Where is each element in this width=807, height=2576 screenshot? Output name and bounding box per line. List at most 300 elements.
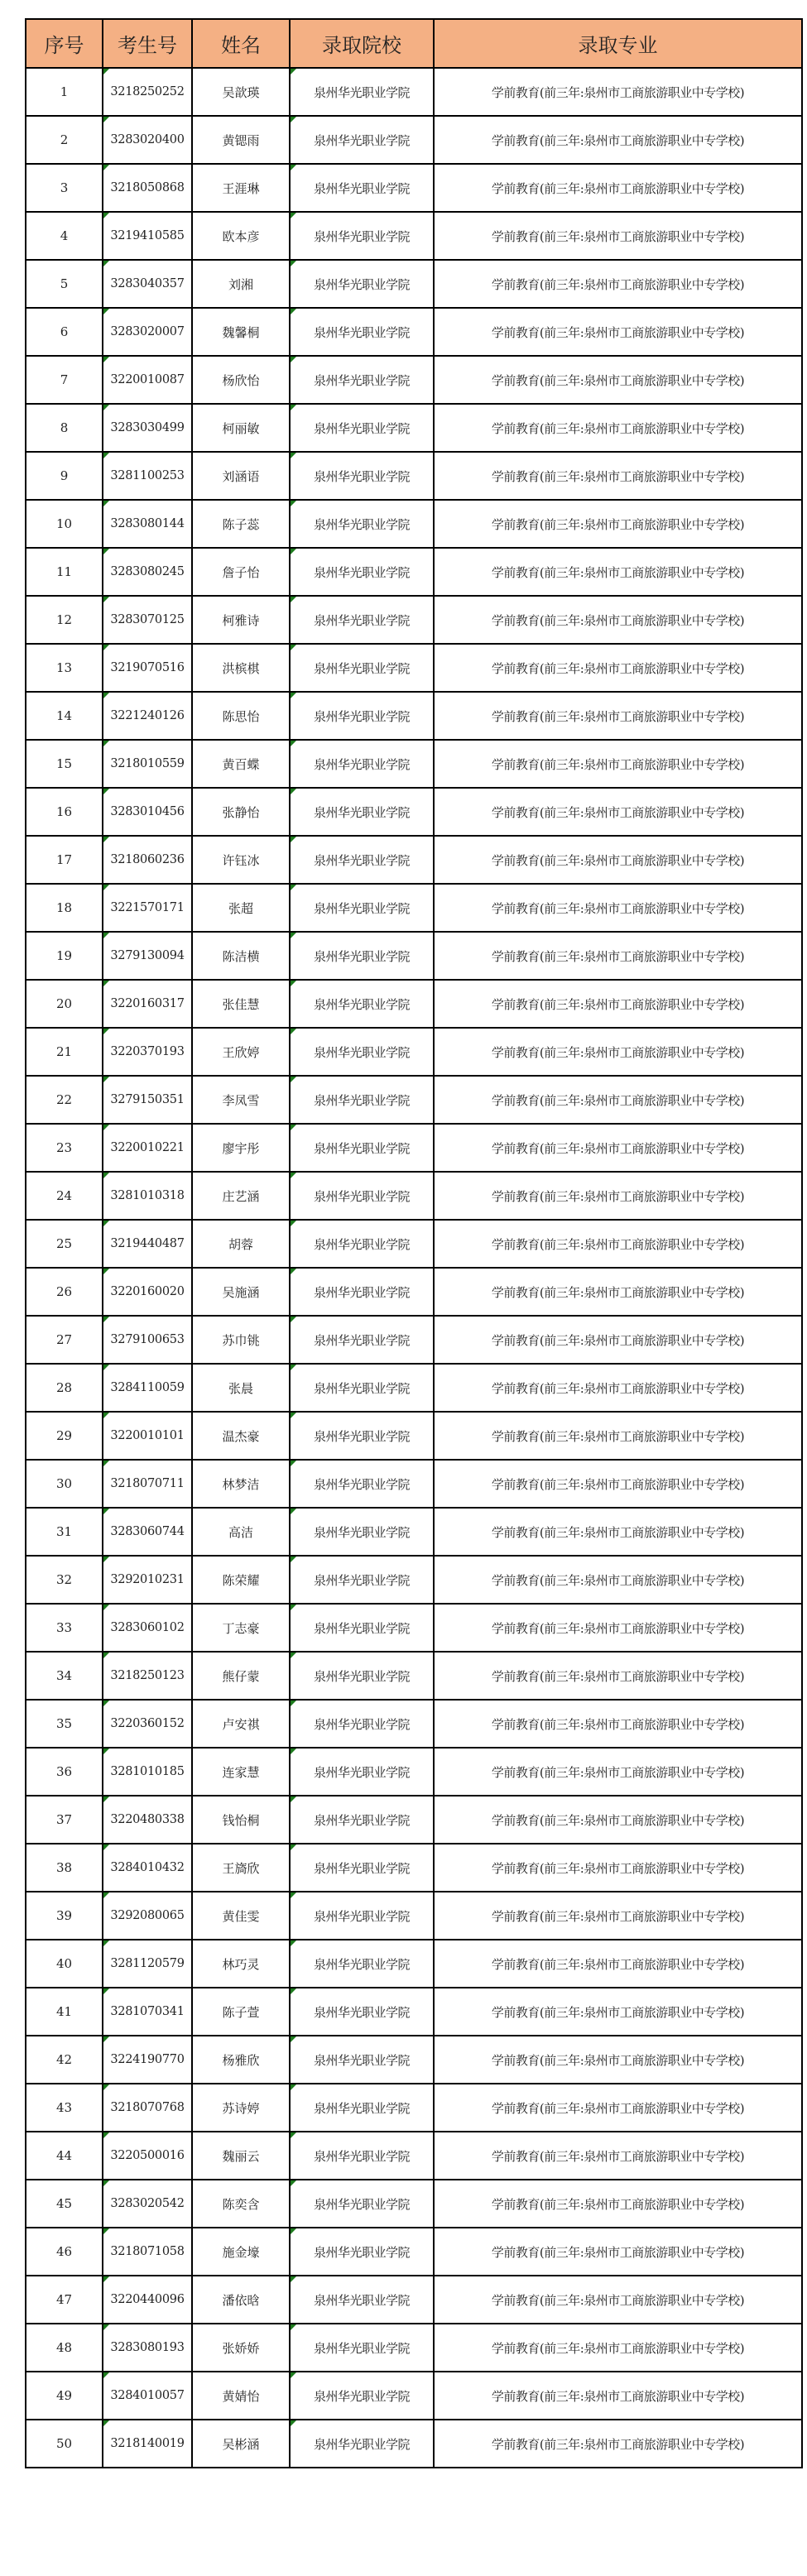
cell-school: 泉州华光职业学院 bbox=[290, 164, 434, 212]
cell-name: 陈洁横 bbox=[192, 932, 290, 980]
cell-name: 陈子蕊 bbox=[192, 500, 290, 548]
cell-seq: 50 bbox=[26, 2420, 103, 2468]
cell-major: 学前教育(前三年:泉州市工商旅游职业中专学校) bbox=[434, 1220, 802, 1268]
cell-exam-id: 3281100253 bbox=[103, 452, 192, 500]
cell-major: 学前教育(前三年:泉州市工商旅游职业中专学校) bbox=[434, 212, 802, 260]
cell-name: 陈子萱 bbox=[192, 1988, 290, 2036]
cell-name: 施金壕 bbox=[192, 2228, 290, 2276]
cell-school: 泉州华光职业学院 bbox=[290, 980, 434, 1028]
cell-exam-id: 3218060236 bbox=[103, 836, 192, 884]
table-row bbox=[26, 2324, 802, 2372]
cell-seq: 24 bbox=[26, 1172, 103, 1220]
cell-major: 学前教育(前三年:泉州市工商旅游职业中专学校) bbox=[434, 548, 802, 596]
table-row bbox=[26, 164, 802, 212]
cell-school: 泉州华光职业学院 bbox=[290, 1268, 434, 1316]
table-row bbox=[26, 1412, 802, 1460]
cell-seq: 41 bbox=[26, 1988, 103, 2036]
cell-seq: 39 bbox=[26, 1892, 103, 1940]
cell-school: 泉州华光职业学院 bbox=[290, 2084, 434, 2132]
cell-seq: 21 bbox=[26, 1028, 103, 1076]
cell-name: 张佳慧 bbox=[192, 980, 290, 1028]
cell-school: 泉州华光职业学院 bbox=[290, 116, 434, 164]
table-row bbox=[26, 1364, 802, 1412]
cell-exam-id: 3281070341 bbox=[103, 1988, 192, 2036]
cell-name: 王涯琳 bbox=[192, 164, 290, 212]
table-row bbox=[26, 740, 802, 788]
header-exam-id: 考生号 bbox=[103, 19, 192, 68]
cell-school: 泉州华光职业学院 bbox=[290, 644, 434, 692]
cell-school: 泉州华光职业学院 bbox=[290, 500, 434, 548]
cell-school: 泉州华光职业学院 bbox=[290, 692, 434, 740]
table-row bbox=[26, 1076, 802, 1124]
cell-exam-id: 3219440487 bbox=[103, 1220, 192, 1268]
cell-seq: 30 bbox=[26, 1460, 103, 1508]
cell-seq: 26 bbox=[26, 1268, 103, 1316]
cell-name: 陈奕含 bbox=[192, 2180, 290, 2228]
cell-exam-id: 3283020400 bbox=[103, 116, 192, 164]
cell-school: 泉州华光职业学院 bbox=[290, 2420, 434, 2468]
cell-seq: 32 bbox=[26, 1556, 103, 1604]
cell-major: 学前教育(前三年:泉州市工商旅游职业中专学校) bbox=[434, 1556, 802, 1604]
cell-major: 学前教育(前三年:泉州市工商旅游职业中专学校) bbox=[434, 1988, 802, 2036]
cell-school: 泉州华光职业学院 bbox=[290, 452, 434, 500]
cell-major: 学前教育(前三年:泉州市工商旅游职业中专学校) bbox=[434, 1604, 802, 1652]
cell-major: 学前教育(前三年:泉州市工商旅游职业中专学校) bbox=[434, 1508, 802, 1556]
cell-exam-id: 3283070125 bbox=[103, 596, 192, 644]
cell-seq: 29 bbox=[26, 1412, 103, 1460]
table-row bbox=[26, 788, 802, 836]
table-row bbox=[26, 260, 802, 308]
cell-major: 学前教育(前三年:泉州市工商旅游职业中专学校) bbox=[434, 2036, 802, 2084]
table-row bbox=[26, 548, 802, 596]
cell-major: 学前教育(前三年:泉州市工商旅游职业中专学校) bbox=[434, 404, 802, 452]
cell-major: 学前教育(前三年:泉州市工商旅游职业中专学校) bbox=[434, 1172, 802, 1220]
cell-seq: 45 bbox=[26, 2180, 103, 2228]
cell-school: 泉州华光职业学院 bbox=[290, 2132, 434, 2180]
cell-school: 泉州华光职业学院 bbox=[290, 1844, 434, 1892]
cell-seq: 4 bbox=[26, 212, 103, 260]
cell-exam-id: 3224190770 bbox=[103, 2036, 192, 2084]
cell-school: 泉州华光职业学院 bbox=[290, 884, 434, 932]
cell-school: 泉州华光职业学院 bbox=[290, 1796, 434, 1844]
cell-school: 泉州华光职业学院 bbox=[290, 1076, 434, 1124]
cell-exam-id: 3218070711 bbox=[103, 1460, 192, 1508]
cell-name: 廖宇彤 bbox=[192, 1124, 290, 1172]
cell-major: 学前教育(前三年:泉州市工商旅游职业中专学校) bbox=[434, 2324, 802, 2372]
cell-school: 泉州华光职业学院 bbox=[290, 1172, 434, 1220]
cell-exam-id: 3218010559 bbox=[103, 740, 192, 788]
cell-exam-id: 3221240126 bbox=[103, 692, 192, 740]
table-row bbox=[26, 836, 802, 884]
cell-school: 泉州华光职业学院 bbox=[290, 2372, 434, 2420]
cell-seq: 7 bbox=[26, 356, 103, 404]
admission-table bbox=[25, 18, 803, 2468]
cell-school: 泉州华光职业学院 bbox=[290, 1028, 434, 1076]
cell-school: 泉州华光职业学院 bbox=[290, 548, 434, 596]
cell-major: 学前教育(前三年:泉州市工商旅游职业中专学校) bbox=[434, 740, 802, 788]
cell-exam-id: 3220160317 bbox=[103, 980, 192, 1028]
cell-major: 学前教育(前三年:泉州市工商旅游职业中专学校) bbox=[434, 1076, 802, 1124]
cell-seq: 47 bbox=[26, 2276, 103, 2324]
cell-exam-id: 3220440096 bbox=[103, 2276, 192, 2324]
table-row bbox=[26, 2084, 802, 2132]
cell-school: 泉州华光职业学院 bbox=[290, 1364, 434, 1412]
table-row bbox=[26, 1748, 802, 1796]
cell-seq: 33 bbox=[26, 1604, 103, 1652]
table-row bbox=[26, 1316, 802, 1364]
cell-seq: 10 bbox=[26, 500, 103, 548]
cell-name: 魏丽云 bbox=[192, 2132, 290, 2180]
cell-school: 泉州华光职业学院 bbox=[290, 356, 434, 404]
cell-exam-id: 3281010185 bbox=[103, 1748, 192, 1796]
cell-school: 泉州华光职业学院 bbox=[290, 1748, 434, 1796]
cell-seq: 15 bbox=[26, 740, 103, 788]
cell-major: 学前教育(前三年:泉州市工商旅游职业中专学校) bbox=[434, 1412, 802, 1460]
header-school: 录取院校 bbox=[290, 19, 434, 68]
cell-major: 学前教育(前三年:泉州市工商旅游职业中专学校) bbox=[434, 2132, 802, 2180]
cell-name: 温杰豪 bbox=[192, 1412, 290, 1460]
cell-name: 李凤雪 bbox=[192, 1076, 290, 1124]
cell-exam-id: 3283060744 bbox=[103, 1508, 192, 1556]
cell-school: 泉州华光职业学院 bbox=[290, 1652, 434, 1700]
header-name: 姓名 bbox=[192, 19, 290, 68]
cell-name: 黄婧怡 bbox=[192, 2372, 290, 2420]
cell-major: 学前教育(前三年:泉州市工商旅游职业中专学校) bbox=[434, 932, 802, 980]
cell-exam-id: 3283010456 bbox=[103, 788, 192, 836]
cell-exam-id: 3283020542 bbox=[103, 2180, 192, 2228]
cell-school: 泉州华光职业学院 bbox=[290, 1508, 434, 1556]
cell-name: 吴歆瑛 bbox=[192, 68, 290, 116]
cell-school: 泉州华光职业学院 bbox=[290, 740, 434, 788]
cell-exam-id: 3218070768 bbox=[103, 2084, 192, 2132]
cell-school: 泉州华光职业学院 bbox=[290, 1220, 434, 1268]
cell-major: 学前教育(前三年:泉州市工商旅游职业中专学校) bbox=[434, 308, 802, 356]
cell-school: 泉州华光职业学院 bbox=[290, 1460, 434, 1508]
cell-school: 泉州华光职业学院 bbox=[290, 788, 434, 836]
cell-seq: 48 bbox=[26, 2324, 103, 2372]
cell-name: 张晨 bbox=[192, 1364, 290, 1412]
table-row bbox=[26, 980, 802, 1028]
cell-seq: 9 bbox=[26, 452, 103, 500]
cell-exam-id: 3220010087 bbox=[103, 356, 192, 404]
cell-name: 王旖欣 bbox=[192, 1844, 290, 1892]
cell-exam-id: 3279130094 bbox=[103, 932, 192, 980]
table-row bbox=[26, 500, 802, 548]
table-row bbox=[26, 644, 802, 692]
cell-seq: 49 bbox=[26, 2372, 103, 2420]
cell-major: 学前教育(前三年:泉州市工商旅游职业中专学校) bbox=[434, 2084, 802, 2132]
cell-seq: 38 bbox=[26, 1844, 103, 1892]
cell-name: 刘涵语 bbox=[192, 452, 290, 500]
cell-school: 泉州华光职业学院 bbox=[290, 1892, 434, 1940]
cell-seq: 13 bbox=[26, 644, 103, 692]
table-row bbox=[26, 1844, 802, 1892]
cell-seq: 8 bbox=[26, 404, 103, 452]
cell-major: 学前教育(前三年:泉州市工商旅游职业中专学校) bbox=[434, 500, 802, 548]
cell-school: 泉州华光职业学院 bbox=[290, 1556, 434, 1604]
cell-seq: 22 bbox=[26, 1076, 103, 1124]
cell-major: 学前教育(前三年:泉州市工商旅游职业中专学校) bbox=[434, 452, 802, 500]
cell-name: 苏诗婷 bbox=[192, 2084, 290, 2132]
table-row bbox=[26, 404, 802, 452]
cell-major: 学前教育(前三年:泉州市工商旅游职业中专学校) bbox=[434, 116, 802, 164]
cell-name: 熊仔蒙 bbox=[192, 1652, 290, 1700]
table-row bbox=[26, 692, 802, 740]
table-row bbox=[26, 2132, 802, 2180]
table-row bbox=[26, 356, 802, 404]
cell-major: 学前教育(前三年:泉州市工商旅游职业中专学校) bbox=[434, 2372, 802, 2420]
cell-exam-id: 3220360152 bbox=[103, 1700, 192, 1748]
cell-exam-id: 3220010221 bbox=[103, 1124, 192, 1172]
cell-major: 学前教育(前三年:泉州市工商旅游职业中专学校) bbox=[434, 1700, 802, 1748]
cell-exam-id: 3284110059 bbox=[103, 1364, 192, 1412]
cell-exam-id: 3283080193 bbox=[103, 2324, 192, 2372]
cell-major: 学前教育(前三年:泉州市工商旅游职业中专学校) bbox=[434, 1748, 802, 1796]
cell-seq: 18 bbox=[26, 884, 103, 932]
cell-major: 学前教育(前三年:泉州市工商旅游职业中专学校) bbox=[434, 1364, 802, 1412]
cell-seq: 44 bbox=[26, 2132, 103, 2180]
cell-seq: 11 bbox=[26, 548, 103, 596]
cell-school: 泉州华光职业学院 bbox=[290, 1412, 434, 1460]
cell-name: 陈荣耀 bbox=[192, 1556, 290, 1604]
cell-name: 吴彬涵 bbox=[192, 2420, 290, 2468]
cell-exam-id: 3218050868 bbox=[103, 164, 192, 212]
cell-name: 庄艺涵 bbox=[192, 1172, 290, 1220]
cell-seq: 31 bbox=[26, 1508, 103, 1556]
cell-name: 王欣婷 bbox=[192, 1028, 290, 1076]
cell-name: 张娇娇 bbox=[192, 2324, 290, 2372]
cell-name: 林梦洁 bbox=[192, 1460, 290, 1508]
cell-major: 学前教育(前三年:泉州市工商旅游职业中专学校) bbox=[434, 596, 802, 644]
table-row bbox=[26, 308, 802, 356]
cell-seq: 16 bbox=[26, 788, 103, 836]
cell-school: 泉州华光职业学院 bbox=[290, 308, 434, 356]
cell-name: 陈思怡 bbox=[192, 692, 290, 740]
cell-name: 张超 bbox=[192, 884, 290, 932]
cell-major: 学前教育(前三年:泉州市工商旅游职业中专学校) bbox=[434, 884, 802, 932]
cell-school: 泉州华光职业学院 bbox=[290, 1988, 434, 2036]
cell-seq: 2 bbox=[26, 116, 103, 164]
table-row bbox=[26, 884, 802, 932]
table-row bbox=[26, 1700, 802, 1748]
table-body bbox=[26, 68, 802, 2468]
cell-name: 黄锶雨 bbox=[192, 116, 290, 164]
header-major: 录取专业 bbox=[434, 19, 802, 68]
cell-major: 学前教育(前三年:泉州市工商旅游职业中专学校) bbox=[434, 2276, 802, 2324]
table-row bbox=[26, 1604, 802, 1652]
cell-school: 泉州华光职业学院 bbox=[290, 260, 434, 308]
cell-seq: 23 bbox=[26, 1124, 103, 1172]
cell-major: 学前教育(前三年:泉州市工商旅游职业中专学校) bbox=[434, 2228, 802, 2276]
table-row bbox=[26, 1460, 802, 1508]
cell-school: 泉州华光职业学院 bbox=[290, 2228, 434, 2276]
cell-name: 魏馨桐 bbox=[192, 308, 290, 356]
cell-seq: 6 bbox=[26, 308, 103, 356]
cell-name: 高洁 bbox=[192, 1508, 290, 1556]
cell-exam-id: 3218071058 bbox=[103, 2228, 192, 2276]
cell-name: 欧本彦 bbox=[192, 212, 290, 260]
cell-major: 学前教育(前三年:泉州市工商旅游职业中专学校) bbox=[434, 1028, 802, 1076]
cell-seq: 37 bbox=[26, 1796, 103, 1844]
cell-exam-id: 3279150351 bbox=[103, 1076, 192, 1124]
cell-school: 泉州华光职业学院 bbox=[290, 596, 434, 644]
cell-school: 泉州华光职业学院 bbox=[290, 212, 434, 260]
cell-seq: 28 bbox=[26, 1364, 103, 1412]
cell-name: 黄佳雯 bbox=[192, 1892, 290, 1940]
cell-seq: 1 bbox=[26, 68, 103, 116]
cell-seq: 12 bbox=[26, 596, 103, 644]
cell-major: 学前教育(前三年:泉州市工商旅游职业中专学校) bbox=[434, 1844, 802, 1892]
cell-major: 学前教育(前三年:泉州市工商旅游职业中专学校) bbox=[434, 164, 802, 212]
table-row bbox=[26, 2180, 802, 2228]
cell-name: 詹子怡 bbox=[192, 548, 290, 596]
cell-major: 学前教育(前三年:泉州市工商旅游职业中专学校) bbox=[434, 68, 802, 116]
cell-name: 杨雅欣 bbox=[192, 2036, 290, 2084]
table-row bbox=[26, 2372, 802, 2420]
cell-name: 苏巾铫 bbox=[192, 1316, 290, 1364]
cell-name: 张静怡 bbox=[192, 788, 290, 836]
cell-seq: 3 bbox=[26, 164, 103, 212]
cell-exam-id: 3218140019 bbox=[103, 2420, 192, 2468]
cell-seq: 46 bbox=[26, 2228, 103, 2276]
table-row bbox=[26, 452, 802, 500]
cell-school: 泉州华光职业学院 bbox=[290, 1940, 434, 1988]
cell-exam-id: 3283040357 bbox=[103, 260, 192, 308]
cell-exam-id: 3281010318 bbox=[103, 1172, 192, 1220]
cell-major: 学前教育(前三年:泉州市工商旅游职业中专学校) bbox=[434, 1316, 802, 1364]
table-row bbox=[26, 1268, 802, 1316]
cell-name: 胡蓉 bbox=[192, 1220, 290, 1268]
table-row bbox=[26, 1940, 802, 1988]
cell-major: 学前教育(前三年:泉州市工商旅游职业中专学校) bbox=[434, 1268, 802, 1316]
cell-name: 杨欣怡 bbox=[192, 356, 290, 404]
cell-exam-id: 3292080065 bbox=[103, 1892, 192, 1940]
cell-school: 泉州华光职业学院 bbox=[290, 404, 434, 452]
cell-seq: 43 bbox=[26, 2084, 103, 2132]
cell-exam-id: 3283060102 bbox=[103, 1604, 192, 1652]
table-row bbox=[26, 1988, 802, 2036]
cell-school: 泉州华光职业学院 bbox=[290, 1124, 434, 1172]
cell-major: 学前教育(前三年:泉州市工商旅游职业中专学校) bbox=[434, 788, 802, 836]
cell-name: 许钰冰 bbox=[192, 836, 290, 884]
cell-name: 潘依晗 bbox=[192, 2276, 290, 2324]
cell-school: 泉州华光职业学院 bbox=[290, 932, 434, 980]
cell-seq: 17 bbox=[26, 836, 103, 884]
cell-school: 泉州华光职业学院 bbox=[290, 1700, 434, 1748]
cell-major: 学前教育(前三年:泉州市工商旅游职业中专学校) bbox=[434, 980, 802, 1028]
cell-major: 学前教育(前三年:泉州市工商旅游职业中专学校) bbox=[434, 836, 802, 884]
cell-exam-id: 3220480338 bbox=[103, 1796, 192, 1844]
cell-seq: 25 bbox=[26, 1220, 103, 1268]
cell-school: 泉州华光职业学院 bbox=[290, 2324, 434, 2372]
cell-name: 钱怡桐 bbox=[192, 1796, 290, 1844]
table-row bbox=[26, 932, 802, 980]
cell-exam-id: 3220500016 bbox=[103, 2132, 192, 2180]
cell-major: 学前教育(前三年:泉州市工商旅游职业中专学校) bbox=[434, 1124, 802, 1172]
cell-name: 吴施涵 bbox=[192, 1268, 290, 1316]
cell-exam-id: 3283020007 bbox=[103, 308, 192, 356]
cell-school: 泉州华光职业学院 bbox=[290, 68, 434, 116]
cell-seq: 35 bbox=[26, 1700, 103, 1748]
table-row bbox=[26, 1556, 802, 1604]
table-row bbox=[26, 2228, 802, 2276]
cell-major: 学前教育(前三年:泉州市工商旅游职业中专学校) bbox=[434, 644, 802, 692]
table-row bbox=[26, 596, 802, 644]
cell-school: 泉州华光职业学院 bbox=[290, 2180, 434, 2228]
cell-seq: 34 bbox=[26, 1652, 103, 1700]
cell-exam-id: 3218250123 bbox=[103, 1652, 192, 1700]
cell-seq: 5 bbox=[26, 260, 103, 308]
cell-exam-id: 3220010101 bbox=[103, 1412, 192, 1460]
table-row bbox=[26, 2036, 802, 2084]
table-row bbox=[26, 2420, 802, 2468]
cell-seq: 20 bbox=[26, 980, 103, 1028]
cell-major: 学前教育(前三年:泉州市工商旅游职业中专学校) bbox=[434, 260, 802, 308]
cell-exam-id: 3279100653 bbox=[103, 1316, 192, 1364]
cell-major: 学前教育(前三年:泉州市工商旅游职业中专学校) bbox=[434, 1892, 802, 1940]
cell-exam-id: 3283030499 bbox=[103, 404, 192, 452]
cell-major: 学前教育(前三年:泉州市工商旅游职业中专学校) bbox=[434, 1796, 802, 1844]
table-row bbox=[26, 212, 802, 260]
cell-school: 泉州华光职业学院 bbox=[290, 1604, 434, 1652]
cell-name: 黄百蝶 bbox=[192, 740, 290, 788]
cell-major: 学前教育(前三年:泉州市工商旅游职业中专学校) bbox=[434, 1460, 802, 1508]
cell-exam-id: 3220370193 bbox=[103, 1028, 192, 1076]
cell-seq: 40 bbox=[26, 1940, 103, 1988]
table-row bbox=[26, 1508, 802, 1556]
cell-school: 泉州华光职业学院 bbox=[290, 1316, 434, 1364]
cell-name: 柯雅诗 bbox=[192, 596, 290, 644]
cell-major: 学前教育(前三年:泉州市工商旅游职业中专学校) bbox=[434, 2420, 802, 2468]
cell-name: 林巧灵 bbox=[192, 1940, 290, 1988]
table-row bbox=[26, 2276, 802, 2324]
table-row bbox=[26, 68, 802, 116]
table-row bbox=[26, 1892, 802, 1940]
cell-exam-id: 3284010432 bbox=[103, 1844, 192, 1892]
cell-exam-id: 3219070516 bbox=[103, 644, 192, 692]
cell-name: 丁志豪 bbox=[192, 1604, 290, 1652]
cell-major: 学前教育(前三年:泉州市工商旅游职业中专学校) bbox=[434, 356, 802, 404]
cell-seq: 27 bbox=[26, 1316, 103, 1364]
table-row bbox=[26, 116, 802, 164]
table-row bbox=[26, 1172, 802, 1220]
cell-school: 泉州华光职业学院 bbox=[290, 836, 434, 884]
cell-major: 学前教育(前三年:泉州市工商旅游职业中专学校) bbox=[434, 1940, 802, 1988]
cell-name: 卢安祺 bbox=[192, 1700, 290, 1748]
table-row bbox=[26, 1124, 802, 1172]
cell-seq: 36 bbox=[26, 1748, 103, 1796]
cell-exam-id: 3283080144 bbox=[103, 500, 192, 548]
header-row bbox=[26, 19, 802, 68]
cell-exam-id: 3283080245 bbox=[103, 548, 192, 596]
cell-name: 柯丽敏 bbox=[192, 404, 290, 452]
cell-exam-id: 3220160020 bbox=[103, 1268, 192, 1316]
cell-major: 学前教育(前三年:泉州市工商旅游职业中专学校) bbox=[434, 692, 802, 740]
cell-name: 连家慧 bbox=[192, 1748, 290, 1796]
cell-major: 学前教育(前三年:泉州市工商旅游职业中专学校) bbox=[434, 2180, 802, 2228]
cell-major: 学前教育(前三年:泉州市工商旅游职业中专学校) bbox=[434, 1652, 802, 1700]
cell-exam-id: 3218250252 bbox=[103, 68, 192, 116]
header-seq: 序号 bbox=[26, 19, 103, 68]
cell-school: 泉州华光职业学院 bbox=[290, 2276, 434, 2324]
table-row bbox=[26, 1028, 802, 1076]
table-row bbox=[26, 1652, 802, 1700]
cell-exam-id: 3281120579 bbox=[103, 1940, 192, 1988]
cell-school: 泉州华光职业学院 bbox=[290, 2036, 434, 2084]
cell-exam-id: 3221570171 bbox=[103, 884, 192, 932]
table-header bbox=[26, 19, 802, 68]
cell-name: 洪槟棋 bbox=[192, 644, 290, 692]
